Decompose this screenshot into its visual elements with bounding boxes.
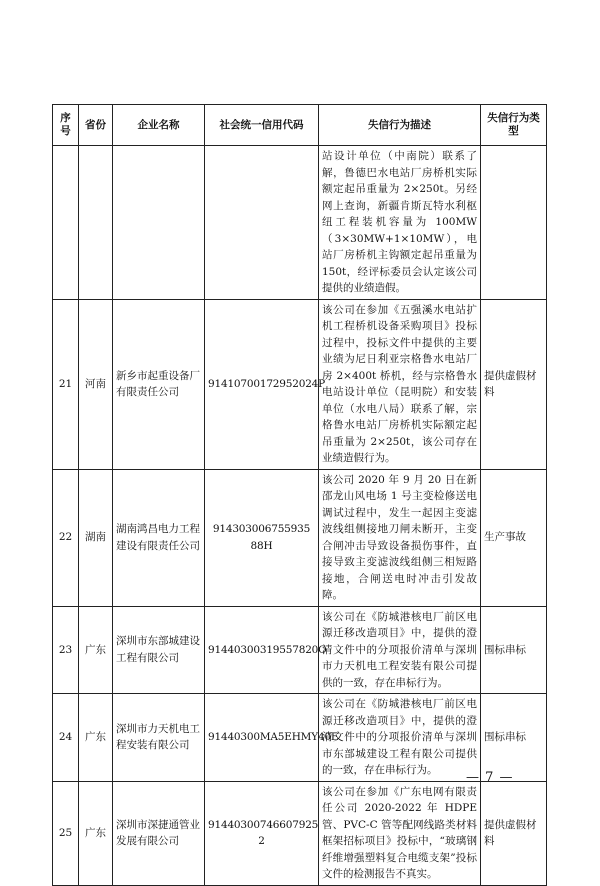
header-type: 失信行为类型 [481, 105, 547, 146]
cell-type [481, 146, 547, 300]
cell-description: 该公司在参加《广东电网有限责任公司 2020-2022 年 HDPE 管、PVC-C 管等配网线路类材料框架招标项目》投标中，“玻璃钢纤维增强塑料复合电缆支架”投标文件的检测报告不真实。 [319, 781, 481, 885]
cell-province: 广东 [79, 694, 113, 782]
cell-province: 广东 [79, 606, 113, 694]
cell-company: 湖南鸿昌电力工程建设有限责任公司 [113, 469, 205, 606]
header-province: 省份 [79, 105, 113, 146]
cell-seq: 25 [53, 781, 79, 885]
page-number: — 7 — [466, 770, 514, 785]
cell-seq: 24 [53, 694, 79, 782]
cell-company: 深圳市东部城建设工程有限公司 [113, 606, 205, 694]
cell-type: 提供虚假材料 [481, 299, 547, 469]
cell-type: 提供虚假材料 [481, 781, 547, 885]
cell-code: 91440300319557820O [205, 606, 319, 694]
table-row [53, 781, 547, 885]
cell-type: 围标串标 [481, 606, 547, 694]
cell-code: 91440300746607925 2 [205, 781, 319, 885]
cell-seq: 23 [53, 606, 79, 694]
cell-description: 该公司 2020 年 9 月 20 日在新邵龙山风电场 1 号主变检修送电调试过程中，发生一起因主变滤波线组侧接地刀闸未断开，主变合闸冲击导致设备损伤事件，直接导致主变滤波线组侧三相短路接地，合闸送电时冲击引发故障。 [319, 469, 481, 606]
cell-company [113, 146, 205, 300]
dishonesty-table [52, 104, 547, 886]
cell-seq: 22 [53, 469, 79, 606]
table-row [53, 469, 547, 606]
cell-company: 深圳市力天机电工程安装有限公司 [113, 694, 205, 782]
cell-type: 生产事故 [481, 469, 547, 606]
cell-code: 91410700172952024P [205, 299, 319, 469]
header-company: 企业名称 [113, 105, 205, 146]
cell-code [205, 146, 319, 300]
cell-description: 站设计单位（中南院）联系了解，鲁德巴水电站厂房桥机实际额定起吊重量为 2×250t。另经网上查询，新疆肯斯瓦特水利枢纽工程装机容量为 100MW（3×30MW+1×10MW），电站厂房桥机主钩额定起吊重量为 150t，经评标委员会认定该公司提供的业绩造假。 [319, 146, 481, 300]
cell-province [79, 146, 113, 300]
cell-province: 广东 [79, 781, 113, 885]
cell-seq: 21 [53, 299, 79, 469]
header-description: 失信行为描述 [319, 105, 481, 146]
table-header-row [53, 105, 547, 146]
cell-company: 新乡市起重设备厂有限责任公司 [113, 299, 205, 469]
header-seq: 序号 [53, 105, 79, 146]
table-row [53, 694, 547, 782]
table-row-continued [53, 146, 547, 300]
cell-province: 湖南 [79, 469, 113, 606]
cell-seq [53, 146, 79, 300]
header-code: 社会统一信用代码 [205, 105, 319, 146]
table-row [53, 299, 547, 469]
cell-type: 围标串标 [481, 694, 547, 782]
cell-province: 河南 [79, 299, 113, 469]
cell-description: 该公司在《防城港核电厂前区电源迁移改造项目》中，提供的澄清文件中的分项报价清单与深圳市力天机电工程安装有限公司提供的一致，存在串标行为。 [319, 606, 481, 694]
table-row [53, 606, 547, 694]
cell-code: 91440300MA5EHMY40E [205, 694, 319, 782]
cell-description: 该公司在《防城港核电厂前区电源迁移改造项目》中，提供的澄清文件中的分项报价清单与深圳市东部城建设工程有限公司提供的一致，存在串标行为。 [319, 694, 481, 782]
cell-company: 深圳市深捷通管业发展有限公司 [113, 781, 205, 885]
cell-description: 该公司在参加《五强溪水电站扩机工程桥机设备采购项目》投标过程中，投标文件中提供的主要业绩为尼日利亚宗格鲁水电站厂房 2×400t 桥机，经与宗格鲁水电站设计单位（昆明院）和安装单位（水电八局）联系了解，宗格鲁水电站厂房桥机实际额定起吊重量为 2×250t，该公司存在业绩造假行为。 [319, 299, 481, 469]
cell-code: 914303006755935 88H [205, 469, 319, 606]
